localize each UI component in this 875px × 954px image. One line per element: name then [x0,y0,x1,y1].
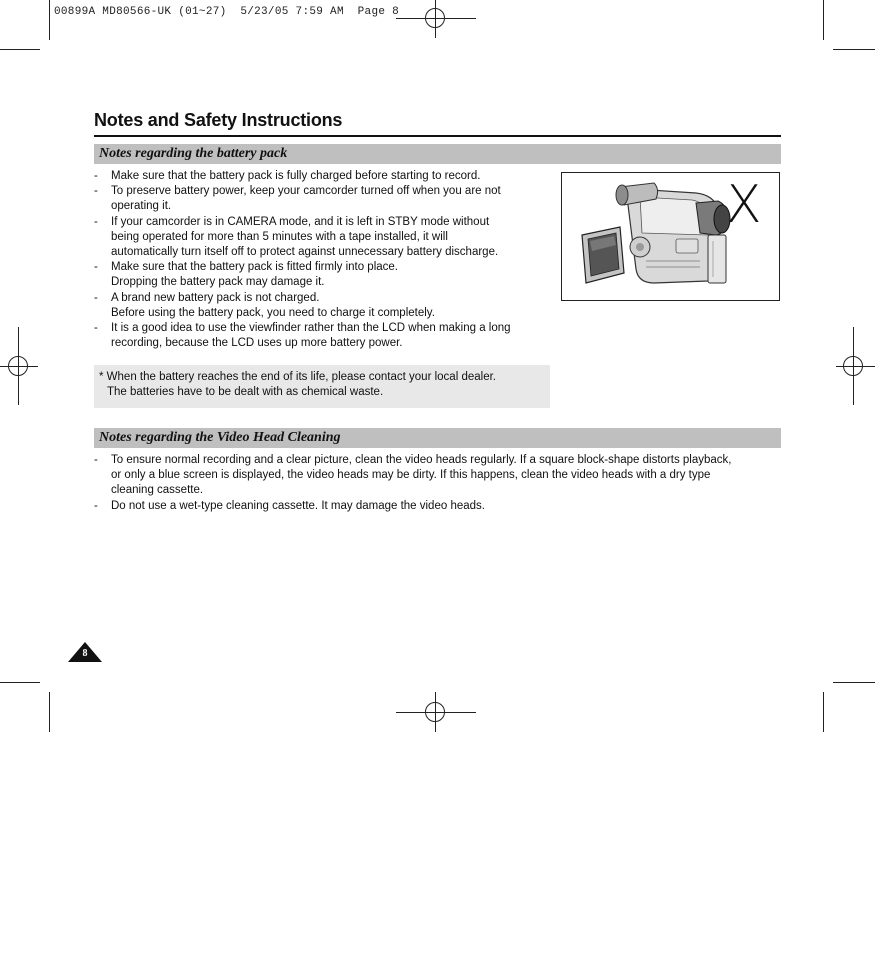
battery-disposal-note [94,365,550,408]
crop-mark [823,692,824,732]
bullet-dash: - [94,322,98,335]
bullet-dash: - [94,499,98,512]
list-item-line: automatically turn itself off to protect against unnecessary battery discharge. [111,246,499,259]
bullet-dash: - [94,454,98,466]
list-item [94,321,544,351]
bullet-dash: - [94,170,98,182]
registration-circle-icon [425,8,445,28]
list-item [94,215,544,261]
list-item-line: Do not use a wet-type cleaning cassette. It may damage the video heads. [111,499,485,512]
list-item-line: or only a blue screen is displayed, the video heads may be dirty. If this happens, clean the video heads with a dry type [111,469,711,482]
crop-mark [833,49,875,50]
section-heading-cleaning [94,428,781,448]
bullet-dash: - [94,291,98,304]
list-item-line: recording, because the LCD uses up more battery power. [111,337,403,350]
print-slug-header: 00899A MD80566-UK (01~27) 5/23/05 7:59 AM Page 8 [54,6,400,18]
crop-mark [0,49,40,50]
list-item-line: cleaning cassette. [111,484,204,497]
registration-circle-icon [8,356,28,376]
list-item-line: being operated for more than 5 minutes with a tape installed, it will [111,230,448,243]
list-item-line: Before using the battery pack, you need to charge it completely. [111,306,435,319]
list-item-line: To ensure normal recording and a clear picture, clean the video heads regularly. If a square block-shape distorts playback, [111,454,732,466]
list-item-line: Dropping the battery pack may damage it. [111,276,325,289]
list-item-line: It is a good idea to use the viewfinder rather than the LCD when making a long [111,322,511,335]
crop-mark [49,0,50,40]
list-item [94,260,544,290]
list-item [94,453,784,499]
bullet-dash: - [94,185,98,198]
list-item [94,499,784,514]
cleaning-notes-list [94,453,784,514]
registration-circle-icon [843,356,863,376]
page-title: Notes and Safety Instructions [94,110,343,130]
camcorder-illustration [561,172,780,301]
crop-mark [49,692,50,732]
section-heading-text: Notes regarding the battery pack [99,146,288,161]
list-item-line: A brand new battery pack is not charged. [111,291,320,304]
section-heading-text: Notes regarding the Video Head Cleaning [99,430,341,445]
prohibited-x-mark: X [726,175,762,235]
crop-mark [823,0,824,40]
list-item [94,169,544,184]
bullet-dash: - [94,215,98,228]
title-divider [94,135,781,137]
list-item [94,184,544,214]
bullet-dash: - [94,261,98,274]
list-item-line: operating it. [111,200,172,213]
crop-mark [0,682,40,683]
camcorder-lcd-open-icon [576,175,751,300]
registration-circle-icon [425,702,445,722]
list-item-line: Make sure that the battery pack is fitted firmly into place. [111,261,398,274]
note-line: * When the battery reaches the end of its life, please contact your local dealer. [99,371,496,383]
battery-notes-list [94,169,544,351]
list-item-line: To preserve battery power, keep your camcorder turned off when you are not [111,185,501,198]
page-number: 8 [82,648,88,659]
list-item [94,291,544,321]
crop-mark [833,682,875,683]
list-item-line: If your camcorder is in CAMERA mode, and it is left in STBY mode without [111,215,490,228]
section-heading-battery [94,144,781,164]
note-line: The batteries have to be dealt with as chemical waste. [107,386,384,399]
list-item-line: Make sure that the battery pack is fully charged before starting to record. [111,170,481,182]
